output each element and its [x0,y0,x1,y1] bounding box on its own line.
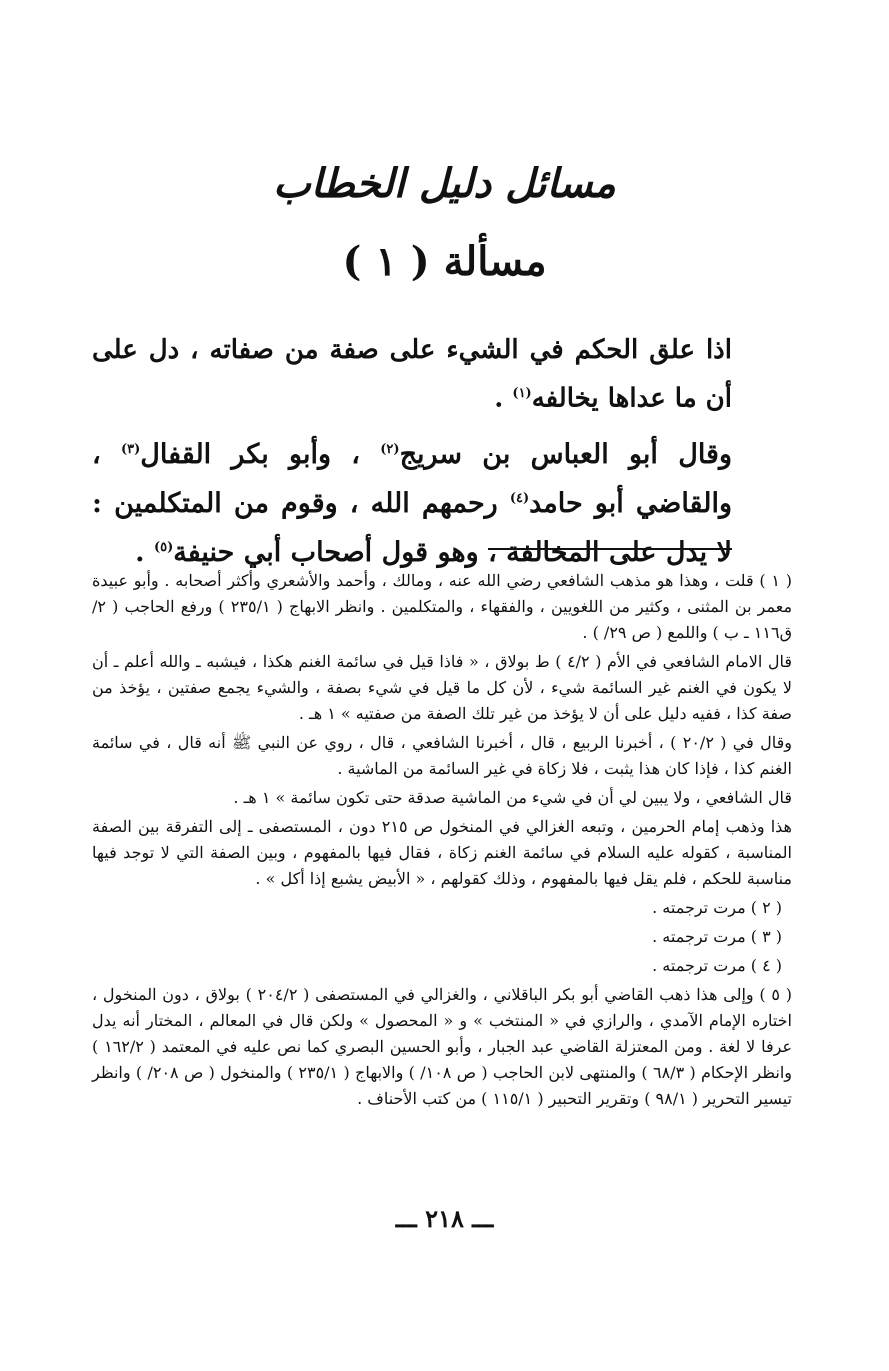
opinion-part-4: رحمهم الله ، وقوم من المتكلمين : لا يدل على المخالفة ، وهو قول أصحاب أبي حنيفة [92,488,732,568]
footnotes [92,568,792,1112]
issue-end: . [494,383,513,414]
footnote-ref-4: (٤) [509,491,530,506]
footnote-1-shafii: قال الشافعي ، ولا يبين لي أن في شيء من الماشية صدقة حتى تكون سائمة » ١ هـ . [233,788,792,807]
footnote-3: ( ٣ ) مرت ترجمته . [652,927,782,946]
footnote-1: ( ١ ) قلت ، وهذا هو مذهب الشافعي رضي الله عنه ، ومالك ، وأحمد والأشعري وأكثر أصحابه . وأبو عبيدة معمر بن المثنى ، وكثير من اللغويين ، والفقهاء ، والمتكلمين . وانظر الابهاج ( ٢٣٥/١ ) ورفع الحاجب ( ٢/ ق١١٦ ـ ب ) واللمع ( ص ٢٩/ ) . [92,571,793,642]
footnote-5: ( ٥ ) وإلى هذا ذهب القاضي أبو بكر الباقلاني ، والغزالي في المستصفى ( ٢٠٤/٢ ) بولاق ، دون المنخول ، اختاره الإمام الآمدي ، والرازي في « المنتخب » و « المحصول » ولكن قال في المعالم ، المختار أنه يدل عرفا لا لغة . ومن المعتزلة القاضي عبد الجبار ، وأبو الحسين البصري كما نص عليه في المعتمد ( ١٦٢/٢ ) وانظر الإحكام ( ٦٨/٣ ) والمنتهى لابن الحاجب ( ص ١٠٨/ ) والابهاج ( ٢٣٥/١ ) والمنخول ( ص ٢٠٨/ ) وانظر تيسير التحرير ( ٩٨/١ ) وتقرير التحبير ( ١١٥/١ ) من كتب الأحناف . [92,985,793,1108]
issue-statement [92,328,732,421]
footnote-ref-2: (٢) [380,442,400,457]
footnote-separator [488,548,732,550]
footnote-2: ( ٢ ) مرت ترجمته . [652,898,782,917]
opinion-part-2: ، وأبو بكر القفال [140,439,381,470]
footnote-ref-3: (٣) [120,442,141,457]
issue-text: اذا علق الحكم في الشيء على صفة من صفاته ، دل على أن ما عداها يخالفه [92,335,732,414]
page-number: ـــ ٢١٨ ـــ [395,1204,494,1233]
footnote-1-imam-haramayn: هذا وذهب إمام الحرمين ، وتبعه الغزالي في المنخول ص ٢١٥ دون ، المستصفى ـ إلى التفرقة بين الصفة المناسبة ، كقوله عليه السلام في سائمة الغنم زكاة ، فقال فيها بالمفهوم ، وبين الصفة التي لا توجد فيها مناسبة للحكم ، فلم يقل فيها بالمفهوم ، وذلك كقولهم ، « الأبيض يشبع إذا أكل » . [92,817,792,888]
footnote-1-quote-umm: قال الامام الشافعي في الأم ( ٤/٢ ) ط بولاق ، « فاذا قيل في سائمة الغنم هكذا ، فيشبه ـ والله أعلم ـ أن لا يكون في الغنم غير السائمة شيء ، لأن كل ما قيل في شيء بصفة ، والشيء يجمع صفتين ، يؤخذ من صفة كذا ، ففيه دليل على أن لا يؤخذ من غير تلك الصفة من صفتيه » ١ هـ . [92,652,792,723]
chapter-title: مسائل دليل الخطاب [273,160,616,207]
footnote-ref-1: (١) [512,386,532,401]
footnote-ref-5: (٥) [153,540,174,555]
opposing-opinion [92,428,732,575]
footnote-4: ( ٤ ) مرت ترجمته . [652,956,782,975]
issue-heading: مسألة ( ١ ) [342,238,547,285]
opinion-part-3: ، والقاضي أبو حامد [92,439,732,519]
opinion-part-1: وقال أبو العباس بن سريج [399,439,732,470]
opinion-part-5: . [135,537,154,568]
footnote-1-hadith: وقال في ( ٢٠/٢ ) ، أخبرنا الربيع ، قال ، أخبرنا الشافعي ، قال ، روي عن النبي ﷺ أنه قال ، في سائمة الغنم كذا ، فإذا كان هذا يثبت ، فلا زكاة في غير السائمة من الماشية . [92,733,792,778]
